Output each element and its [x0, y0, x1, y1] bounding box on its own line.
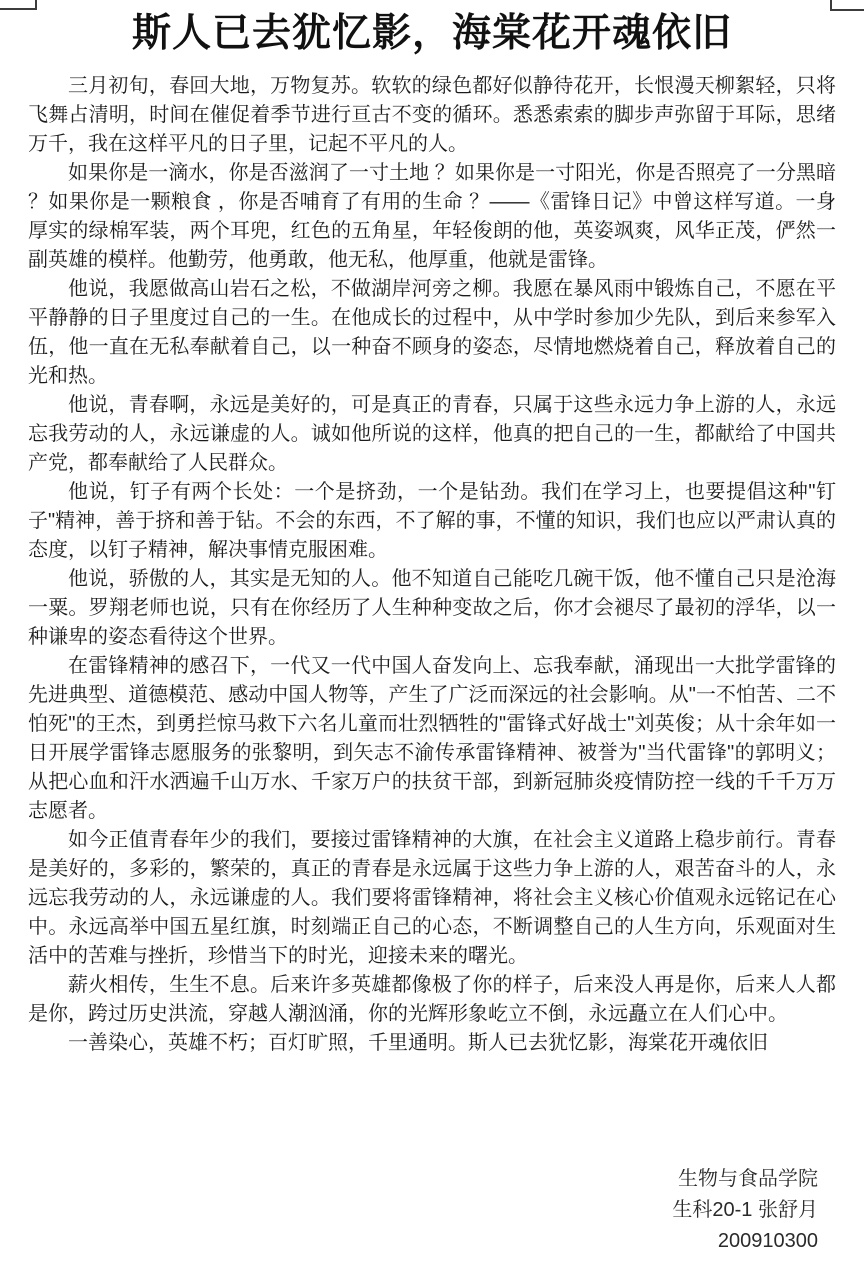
body-paragraph: 一善染心，英雄不朽；百灯旷照，千里通明。斯人已去犹忆影，海棠花开魂依旧 [68, 1032, 768, 1054]
scan-artifact-top-left [0, 0, 37, 10]
body-paragraph: 三月初旬，春回大地，万物复苏。软软的绿色都好似静待花开，长恨漫天柳絮轻，只将飞舞占清明，时间在催促着季节进行亘古不变的循环。悉悉索索的脚步声弥留于耳际，思绪万千，我在这样平凡的日子里，记起不平凡的人。 [28, 75, 836, 155]
body-paragraph: 在雷锋精神的感召下，一代又一代中国人奋发向上、忘我奉献，涌现出一大批学雷锋的先进典型、道德模范、感动中国人物等，产生了广泛而深远的社会影响。从"一不怕苦、二不怕死"的王杰，到勇拦惊马救下六名儿童而壮烈牺牲的"雷锋式好战士"刘英俊；从十余年如一日开展学雷锋志愿服务的张黎明，到矢志不渝传承雷锋精神、被誉为"当代雷锋"的郭明义；从把心血和汗水洒遍千山万水、千家万户的扶贫干部，到新冠肺炎疫情防控一线的千千万万志愿者。 [28, 655, 836, 822]
scan-artifact-top-right [830, 0, 864, 11]
signature-college: 生物与食品学院 [678, 1168, 818, 1190]
body-paragraph: 他说，青春啊，永远是美好的，可是真正的青春，只属于这些永远力争上游的人，永远忘我劳动的人，永远谦虚的人。诚如他所说的这样，他真的把自己的一生，都献给了中国共产党，都奉献给了人民群众。 [28, 394, 836, 474]
body-paragraph: 薪火相传，生生不息。后来许多英雄都像极了你的样子，后来没人再是你，后来人人都是你，跨过历史洪流，穿越人潮汹涌，你的光辉形象屹立不倒，永远矗立在人们心中。 [28, 974, 836, 1025]
body-paragraph: 他说，钉子有两个长处：一个是挤劲，一个是钻劲。我们在学习上，也要提倡这种"钉子"精神，善于挤和善于钻。不会的东西，不了解的事，不懂的知识，我们也应以严肃认真的态度，以钉子精神，解决事情克服困难。 [28, 481, 836, 561]
document-title: 斯人已去犹忆影，海棠花开魂依旧 [131, 12, 732, 55]
body-paragraph: 他说，我愿做高山岩石之松，不做湖岸河旁之柳。我愿在暴风雨中锻炼自己，不愿在平平静静的日子里度过自己的一生。在他成长的过程中，从中学时参加少先队，到后来参军入伍，他一直在无私奉献着自己，以一种奋不顾身的姿态，尽情地燃烧着自己，释放着自己的光和热。 [28, 278, 836, 387]
signature-block [672, 1164, 818, 1257]
body-paragraph: 他说，骄傲的人，其实是无知的人。他不知道自己能吃几碗干饭，他不懂自己只是沧海一粟。罗翔老师也说，只有在你经历了人生种种变故之后，你才会褪尽了最初的浮华，以一种谦卑的姿态看待这个世界。 [28, 568, 836, 648]
document-body [0, 72, 864, 1058]
signature-student-id: 200910300 [717, 1230, 818, 1252]
signature-class-name: 生科20-1 张舒月 [672, 1199, 818, 1221]
body-paragraph: 如果你是一滴水，你是否滋润了一寸土地 ？如果你是一寸阳光，你是否照亮了一分黑暗 ？如果你是一颗粮食 ，你是否哺育了有用的生命 ？——《雷锋日记》中曾这样写道。一身厚实的绿棉军装，两个耳兜，红色的五角星，年轻俊朗的他，英姿飒爽，风华正茂，俨然一副英雄的模样。他勤劳，他勇敢，他无私，他厚重，他就是雷锋。 [28, 162, 836, 271]
body-paragraph: 如今正值青春年少的我们，要接过雷锋精神的大旗，在社会主义道路上稳步前行。青春是美好的，多彩的，繁荣的，真正的青春是永远属于这些力争上游的人，艰苦奋斗的人，永远忘我劳动的人，永远谦虚的人。我们要将雷锋精神，将社会主义核心价值观永远铭记在心中。永远高举中国五星红旗，时刻端正自己的心态，不断调整自己的人生方向，乐观面对生活中的苦难与挫折，珍惜当下的时光，迎接未来的曙光。 [28, 829, 836, 967]
